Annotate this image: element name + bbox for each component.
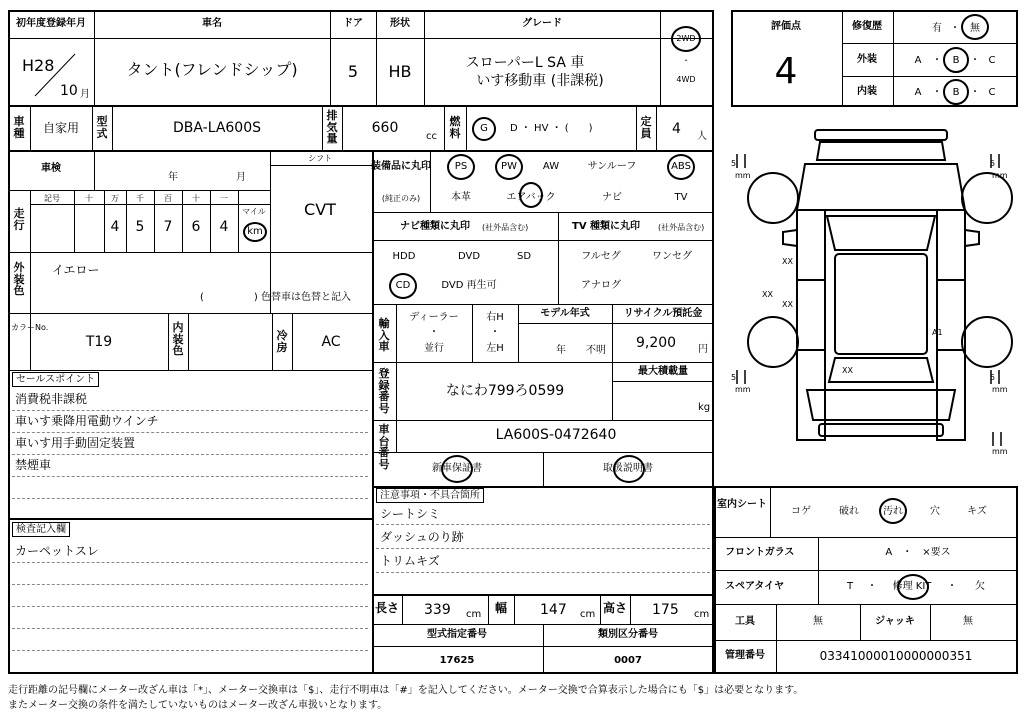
seat-label: 室内シート [717, 499, 767, 510]
inspection-label: 車検 [41, 163, 61, 174]
reg-month-unit: 月 [80, 89, 90, 100]
door-label: ドア [343, 18, 363, 29]
right-hand: 右H [486, 312, 504, 323]
car-name-label: 車名 [202, 18, 222, 29]
cooler: AC [321, 334, 341, 350]
jack-label: ジャッキ [875, 616, 915, 627]
int-grade-label: 内装 [857, 86, 877, 97]
spare-tire-label: スペアタイヤ [725, 581, 785, 592]
nav-type-label: ナビ種類に丸印 [400, 221, 470, 232]
note-item: シートシミ [380, 507, 441, 521]
mgmt-number: 03341000010000000351 [819, 649, 973, 663]
footer-note-2: またメーター交換の条件を満たしていないものはメーター改ざん車扱いとなります。 [8, 700, 388, 711]
type-no-label: 型式指定番号 [427, 629, 487, 640]
unit-header: 千 [136, 194, 144, 203]
fuel-other: D ・ HV ・ ( ) [510, 123, 593, 134]
tv-fullseg: フルセグ [581, 251, 621, 262]
note-item: ダッシュのり跡 [380, 530, 464, 544]
main-form [8, 10, 714, 674]
class-no-label: 類別区分番号 [598, 629, 658, 640]
sales-point: 車いす用手動固定装置 [15, 436, 136, 450]
mileage-digit: 7 [163, 219, 173, 235]
nav-dvd: DVD [457, 251, 481, 262]
windshield-label: フロントガラス [725, 547, 795, 558]
sales-point: 消費税非課税 [15, 392, 88, 406]
usage-label: 車種 [13, 115, 25, 140]
footer-note-1: 走行距離の記号欄にメーター改ざん車は「*」、メーター交換車は「$」、走行不明車は「#」を記入してください。メーター交換で合算表示した場合にも「$」は必要となります。 [8, 685, 804, 696]
registration-label: 登録番号 [378, 367, 390, 415]
score: 4 [774, 51, 798, 92]
drive-2wd: 2WD [676, 34, 696, 43]
model-label: 型式 [96, 115, 108, 140]
fuel-label: 燃料 [449, 115, 461, 140]
inspector-label: 検査記入欄 [12, 522, 70, 537]
equip-ps: PS [454, 161, 468, 172]
seat-burn: コゲ [791, 506, 811, 517]
seat-scratch: キズ [967, 506, 987, 517]
int-grade: B [952, 87, 960, 98]
grade-line2: いす移動車 (非課税) [476, 73, 604, 89]
exterior-color: イエロー [52, 263, 100, 277]
equip-tv: TV [674, 192, 688, 203]
fuel-g: G [480, 123, 488, 134]
notes-label: 注意事項・不具合箇所 [376, 488, 484, 503]
grade-line1: スローパーL SA 車 [465, 55, 585, 71]
repaint-note: ( ) 色替車は色替と記入 [200, 292, 351, 303]
repair-no: 無 [970, 23, 980, 34]
import-label: 輸入車 [378, 317, 390, 354]
tv-type-label: TV 種類に丸印 [572, 221, 641, 232]
nav-dvd-play: DVD 再生可 [441, 280, 497, 291]
shape: HB [388, 62, 412, 81]
mileage-digit: 4 [219, 219, 229, 235]
car-diagram [735, 120, 1020, 480]
repair-yes: 有 [932, 23, 942, 34]
left-hand: 左H [486, 343, 504, 354]
displacement-label: 排気量 [326, 109, 338, 146]
type-no: 17625 [439, 655, 475, 666]
import-parallel: 並行 [424, 343, 444, 354]
cooler-label: 冷房 [276, 329, 288, 354]
height-label: 高さ [602, 601, 628, 615]
warranty-book: 新車保証書 [432, 463, 482, 474]
import-dealer: ディーラー [409, 312, 459, 323]
damage-mark: XX [842, 366, 853, 375]
equip-aw: AW [542, 161, 560, 172]
mileage-digit: 6 [191, 219, 201, 235]
seat-hole: 穴 [930, 506, 940, 517]
equip-airbag: エアバック [506, 192, 556, 203]
equip-abs: ABS [671, 161, 691, 172]
ext-grade-label: 外装 [857, 54, 877, 65]
spare-repair-kit: 修理 KIT [892, 581, 932, 592]
chassis-label: 車台番号 [378, 423, 390, 471]
grade-label: グレード [522, 18, 562, 29]
seat-stain: 汚れ [883, 506, 903, 517]
sales-point: 車いす乗降用電動ウインチ [15, 414, 159, 428]
equip-pw: PW [501, 161, 517, 172]
nav-sd: SD [516, 251, 532, 262]
drive-4wd: 4WD [676, 75, 696, 84]
tool: 無 [813, 616, 823, 627]
unit-header: 百 [164, 194, 172, 203]
length-label: 長さ [374, 601, 400, 615]
damage-mark: XX [782, 300, 793, 309]
height: 175 [652, 602, 679, 618]
model: DBA-LA600S [172, 120, 262, 136]
exterior-label: 外装色 [13, 261, 25, 298]
windshield: A ・ ×要ス [885, 547, 951, 558]
tv-oneseg: ワンセグ [652, 251, 692, 262]
unit-header: 万 [111, 194, 119, 203]
unit-header: 十 [85, 194, 93, 203]
color-no: T19 [85, 334, 113, 350]
ext-grade: B [952, 55, 960, 66]
shift: CVT [304, 200, 336, 219]
equipment-label: 装備品に丸印 [371, 161, 431, 172]
equip-sunroof: サンルーフ [587, 161, 637, 172]
damage-mark: XX [762, 290, 773, 299]
unit-header: 一 [220, 194, 228, 203]
inspector-note: カーペットスレ [15, 544, 99, 558]
recycle-label: リサイクル預託金 [623, 308, 703, 319]
doors: 5 [347, 62, 359, 81]
owners-manual: 取扱説明書 [603, 463, 653, 474]
max-load-label: 最大積載量 [638, 366, 688, 377]
width: 147 [540, 602, 567, 618]
repair-history-label: 修復歴 [852, 21, 882, 32]
plate-number: なにわ799ろ0599 [445, 383, 565, 399]
nav-cd: CD [395, 280, 411, 291]
chassis-number: LA600S-0472640 [495, 427, 617, 443]
displacement: 660 [371, 120, 399, 136]
shape-label: 形状 [390, 18, 410, 29]
shift-label: シフト [308, 154, 332, 163]
unit-header: 十 [192, 194, 200, 203]
seat-tear: 破れ [839, 506, 859, 517]
tv-analog: アナログ [581, 280, 621, 291]
capacity-label: 定員 [640, 115, 652, 140]
sales-point: 禁煙車 [15, 458, 52, 472]
class-no: 0007 [614, 655, 642, 666]
damage-mark: XX [782, 257, 793, 266]
note-item: トリムキズ [380, 554, 440, 568]
width-label: 幅 [494, 601, 508, 615]
damage-mark: A1 [932, 328, 943, 337]
capacity: 4 [672, 121, 681, 137]
nav-hdd: HDD [392, 251, 416, 262]
jack: 無 [963, 616, 973, 627]
usage: 自家用 [42, 121, 80, 135]
mileage-digit: 4 [110, 219, 120, 235]
equip-leather: 本革 [451, 192, 471, 203]
reg-year: H28 [22, 56, 55, 75]
reg-year-label: 初年度登録年月 [16, 18, 86, 29]
score-label: 評価点 [771, 21, 801, 32]
recycle-fee: 9,200 [636, 335, 677, 351]
length: 339 [424, 602, 451, 618]
mileage-label: 走行 [13, 207, 25, 232]
reg-month: 10 [60, 83, 78, 99]
mileage-digit: 5 [135, 219, 145, 235]
mgmt-label: 管理番号 [725, 650, 765, 661]
sales-points-label: セールスポイント [12, 372, 99, 387]
car-name: タント(フレンドシップ) [126, 60, 298, 79]
equip-navi: ナビ [602, 192, 622, 203]
interior-color-label: 内装色 [172, 321, 184, 358]
model-year-label: モデル年式 [540, 308, 590, 319]
km-unit: km [247, 226, 263, 237]
tool-label: 工具 [735, 616, 755, 627]
